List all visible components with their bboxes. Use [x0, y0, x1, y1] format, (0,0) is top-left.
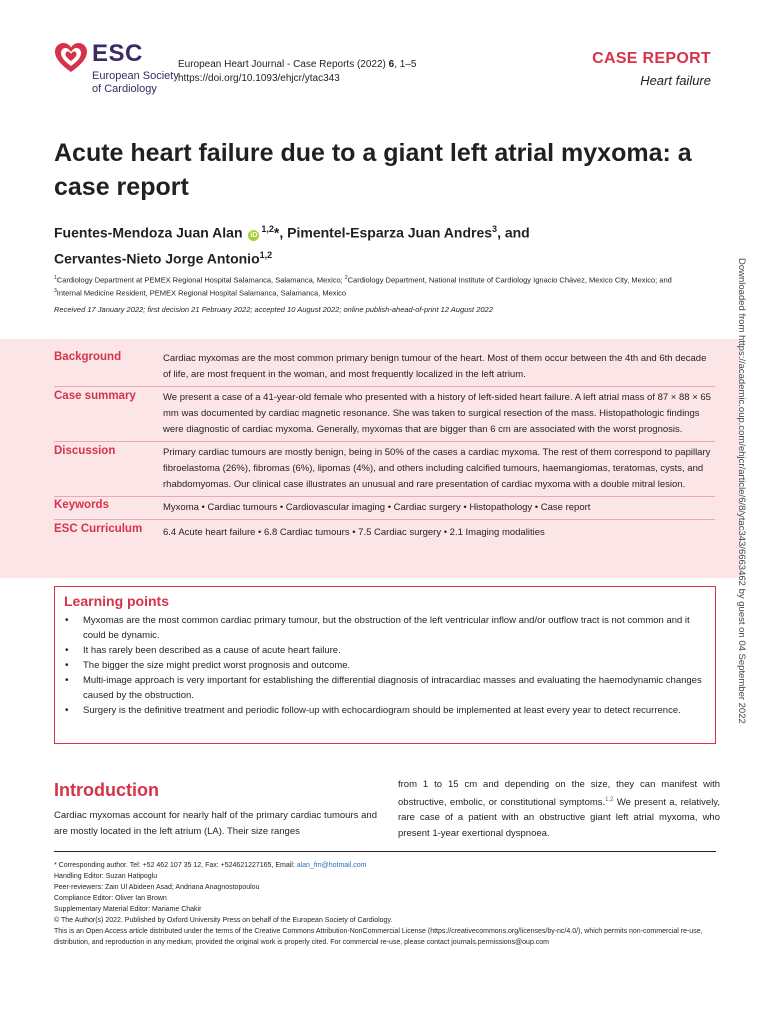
curriculum-text: 6.4 Acute heart failure • 6.8 Cardiac tumours • 7.5 Cardiac surgery • 2.1 Imaging modalities: [163, 527, 545, 538]
abstract-label: ESC Curriculum: [54, 523, 143, 535]
affiliations: $^1$Cardiology Department at PEMEX Regional Hospital Salamanca, Salamanca, Mexico; $^2$Cardiology Department, National Institute of Cardiology Ignacio Chávez, Mexico City, Mexico; and $^3$Internal Medicine Resident, PEMEX Regional Hospital Salamanca, Salamanca, Mexico: [54, 275, 672, 297]
list-item: • It has rarely been described as a cause of acute heart failure.: [83, 643, 709, 658]
footnotes: * Corresponding author. Tel: +52 462 107 35 12, Fax: +524621227165, Email: alan_fm@hotmail.com Handling Editor: Suzan Hatipoglu Peer-reviewers: Zain Ul Abideen Asad; Andriana Anagnostopoulou Compliance Editor: Oliver Ian Brown Supplementary Material Editor: Mariame Chakir © The Author(s) 2022. Published by Oxford University Press on behalf of the European Society of Cardiology. This is an Open Access article distributed under the terms of the Creative Commons Attribution-NonCommercial License (https://creativecommons.org/licenses/by-nc/4.0/), which permits non-commercial re-use, distribution, and reproduction in any medium, provided the original work is properly cited. For commercial re-use, please contact journals.permissions@oup.com: [54, 862, 703, 946]
divider: [54, 441, 715, 442]
abstract-text: We present a case of a 41-year-old female who presented with a history of left-sided heart failure. A left atrial mass of 87 × 88 × 65 mm was documented by cardiac magnetic resonance. She was taken to surgical resection of the mass. Histopathologic findings were diagnostic of cardiac myxoma. Generally, myxomas that are bigger than 6 cm are associated with the worst prognosis.: [163, 392, 711, 435]
intro-column-right: from 1 to 15 cm and depending on the size, they can manifest with obstructive, embolic, or constitutional symptoms.$^{1,2}$ We present a, relatively, rare case of a patient with an obstructive giant left atrial myxoma, who present 1-year exertional dyspnoea.: [398, 779, 720, 839]
author-name[interactable]: Cervantes-Nieto Jorge Antonio: [54, 250, 260, 267]
learning-points-list: [55, 613, 717, 718]
abstract-label: Background: [54, 351, 122, 363]
learning-points-title: Learning points: [64, 593, 169, 609]
divider: [54, 519, 715, 520]
abstract-text: Primary cardiac tumours are mostly benign, being in 50% of the cases a cardiac myxoma. The rest of them correspond to papillary fibroelastoma (26%), fibromas (6%), lipomas (4%), and others including calcified tumours, haemangiomas, teratomas, cysts, and rhabdomyomas. Our clinical case illustrates an unusual and rare presentation of cardiac myxoma with a double mitral lesion.: [163, 447, 711, 490]
divider: [54, 496, 715, 497]
abstract-text: Cardiac myxomas are the most common primary benign tumour of the heart. Most of them occur between the 4th and 6th decade of life, are most frequent in the woman, and most frequently localized in the left atrium.: [163, 353, 707, 380]
journal-volume: 6: [388, 59, 395, 70]
author-name[interactable]: Fuentes-Mendoza Juan Alan: [54, 224, 243, 241]
doi-link[interactable]: https://doi.org/10.1093/ehjcr/ytac343: [178, 73, 340, 84]
footnote-divider: [54, 851, 716, 852]
list-item: • Surgery is the definitive treatment and periodic follow-up with echocardiogram should be implemented at least every year to detect recurrence.: [83, 703, 709, 718]
abstract-label: Case summary: [54, 390, 136, 402]
article-type: CASE REPORT: [592, 50, 711, 67]
journal-citation: [178, 58, 416, 86]
list-item: • The bigger the size might predict worst prognosis and outcome.: [83, 658, 709, 673]
article-section: Heart failure: [640, 73, 711, 88]
keywords-text: Myxoma • Cardiac tumours • Cardiovascular imaging • Cardiac surgery • Histopathology • Case report: [163, 502, 591, 513]
citation-link[interactable]: 1,2: [605, 796, 614, 803]
heart-logo-icon: [54, 42, 88, 74]
structured-abstract: [0, 339, 740, 578]
download-watermark: [733, 258, 751, 768]
journal-name: European Heart Journal - Case Reports (2022): [178, 59, 389, 70]
download-note: Downloaded from https://academic.oup.com/ehjcr/article/6/8/ytac343/6663462 by guest on 04 September 2022: [736, 258, 747, 724]
abstract-label: Discussion: [54, 445, 116, 457]
intro-column-left: Cardiac myxomas account for nearly half of the primary cardiac tumours and are mostly located in the left atrium (LA). Their size ranges: [54, 810, 377, 837]
logo-subtitle: European Society of Cardiology: [92, 70, 179, 95]
email-link[interactable]: alan_fm@hotmail.com: [296, 862, 367, 869]
abstract-label: Keywords: [54, 499, 109, 511]
author-name[interactable]: Pimentel-Esparza Juan Andres: [287, 224, 493, 241]
logo-text: ESC: [92, 40, 143, 67]
esc-logo: [54, 40, 179, 98]
list-item: • Myxomas are the most common cardiac primary tumour, but the obstruction of the left ventricular inflow and/or outflow tract is not common and it could be dynamic.: [83, 613, 709, 643]
divider: [54, 386, 715, 387]
article-title: Acute heart failure due to a giant left atrial myxoma: a case report: [54, 139, 692, 201]
journal-pages: , 1–5: [394, 59, 417, 70]
article-dates: Received 17 January 2022; first decision 21 February 2022; accepted 10 August 2022; online publish-ahead-of-print 12 August 2022: [54, 305, 493, 314]
section-heading: Introduction: [54, 780, 159, 800]
learning-points-box: [54, 586, 716, 744]
list-item: • Multi-image approach is very important for establishing the differential diagnosis of intracardiac masses and evaluating the haemodynamic changes caused by the obstruction.: [83, 673, 709, 703]
orcid-icon[interactable]: iD: [250, 231, 258, 239]
author-list: Fuentes-Mendoza Juan Alan iD$^{1,2}$*, Pimentel-Esparza Juan Andres$^3$, and Cervantes-Nieto Jorge Antonio$^{1,2}$: [54, 224, 530, 267]
